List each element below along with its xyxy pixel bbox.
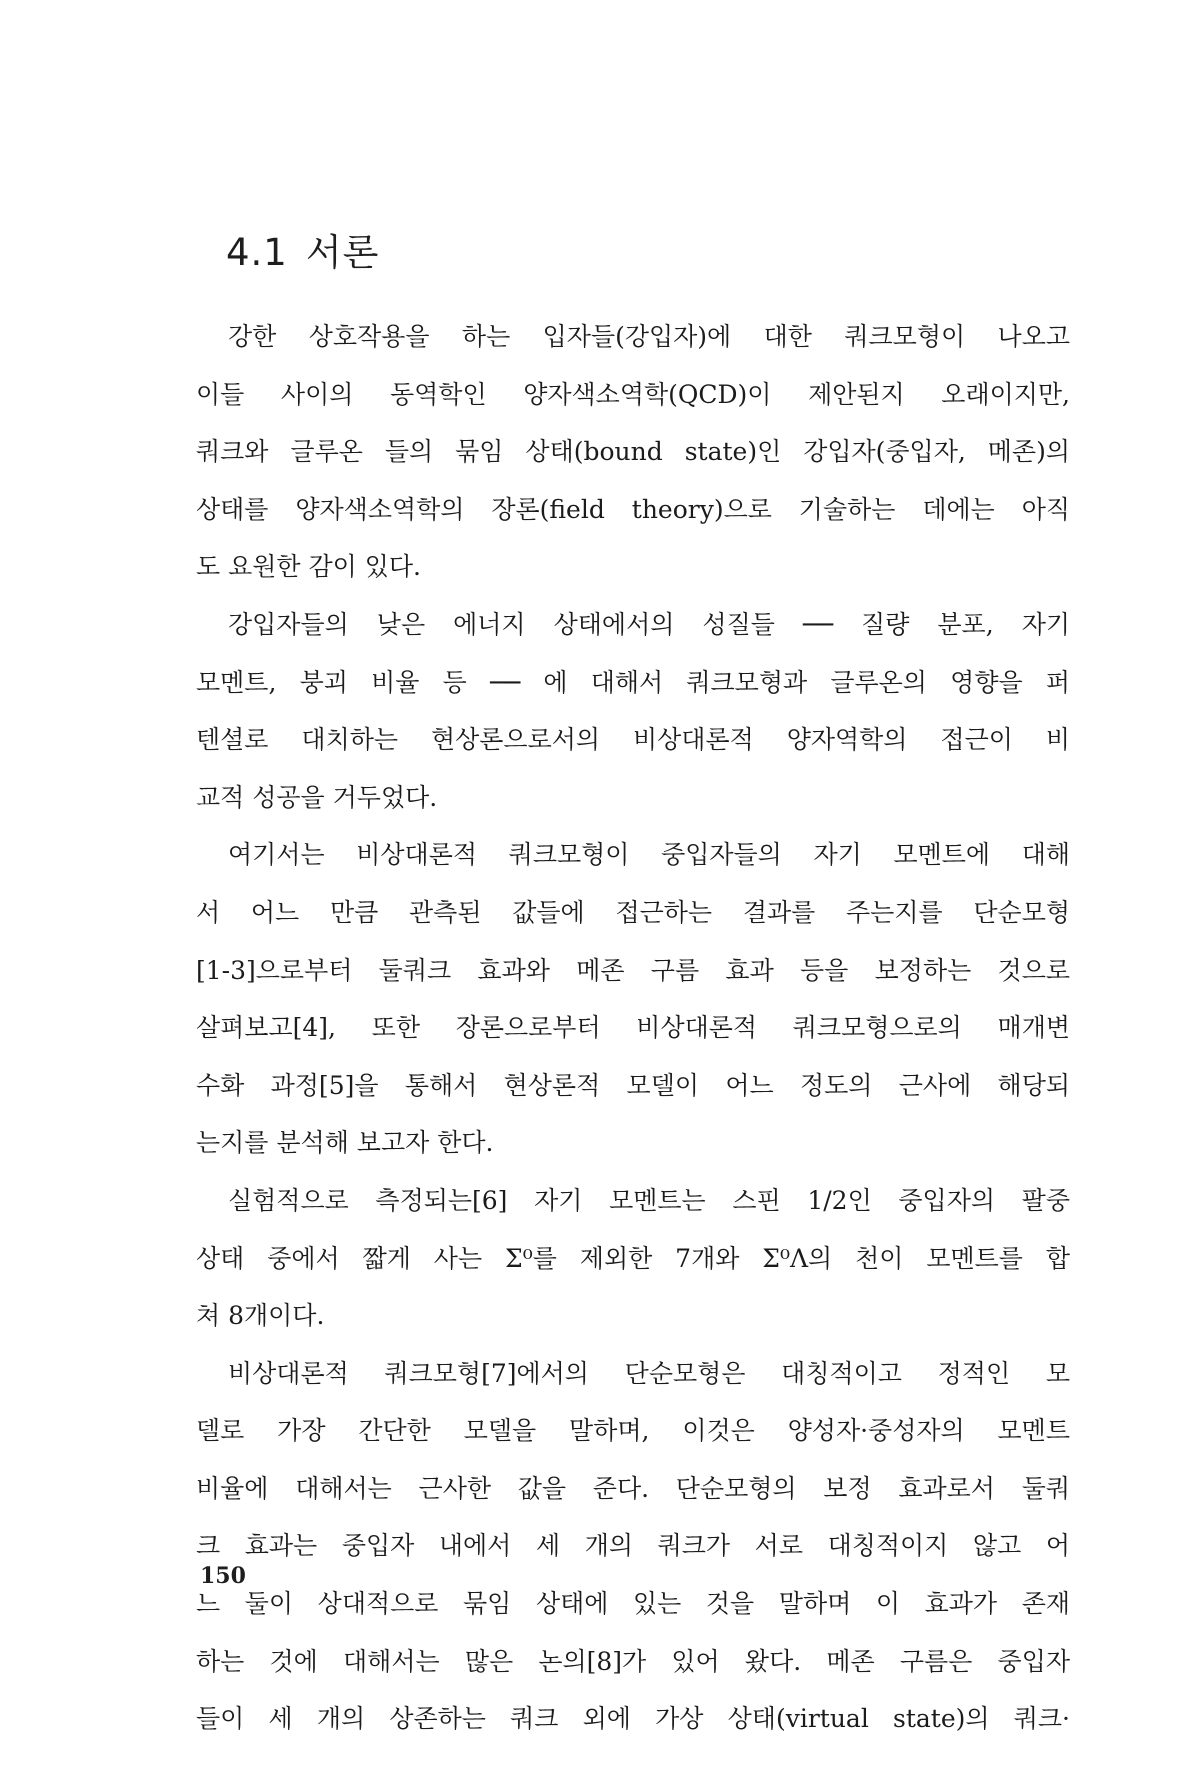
section-heading xyxy=(226,222,379,276)
body-text xyxy=(196,308,1070,1748)
text-line: 상태를 양자색소역학의 장론(field theory)으로 기술하는 데에는 아직 xyxy=(196,494,1070,524)
text-line: 텐셜로 대치하는 현상론으로서의 비상대론적 양자역학의 접근이 비 xyxy=(196,725,1070,755)
text-line: [1-3]으로부터 둘쿼크 효과와 메존 구름 효과 등을 보정하는 것으로 xyxy=(196,955,1070,985)
text-line: 실험적으로 측정되는[6] 자기 모멘트는 스핀 1/2인 중입자의 팔중 xyxy=(228,1185,1070,1215)
text-line: 도 요원한 감이 있다. xyxy=(196,552,421,582)
text-line: 강한 상호작용을 하는 입자들(강입자)에 대한 쿼크모형이 나오고 xyxy=(228,322,1070,351)
text-line: 살펴보고[4], 또한 장론으로부터 비상대론적 쿼크모형으로의 매개변 xyxy=(196,1013,1070,1043)
page-number: 150 xyxy=(200,1563,246,1589)
text-line: 강입자들의 낮은 에너지 상태에서의 성질들 ── 질량 분포, 자기 xyxy=(228,609,1070,639)
text-line: 느 둘이 상대적으로 묶임 상태에 있는 것을 말하며 이 효과가 존재 xyxy=(196,1589,1070,1619)
section-number: 4.1 xyxy=(226,231,288,274)
text-line: 는지를 분석해 보고자 한다. xyxy=(196,1128,494,1158)
text-line: 비상대론적 쿼크모형[7]에서의 단순모형은 대칭적이고 정적인 모 xyxy=(228,1358,1070,1388)
section-title: 서론 xyxy=(305,231,380,274)
text-line: 여기서는 비상대론적 쿼크모형이 중입자들의 자기 모멘트에 대해 xyxy=(228,840,1070,870)
text-line: 쳐 8개이다. xyxy=(196,1301,325,1331)
text-line: 델로 가장 간단한 모델을 말하며, 이것은 양성자·중성자의 모멘트 xyxy=(196,1416,1070,1446)
text-line: 상태 중에서 짧게 사는 Σ⁰를 제외한 7개와 Σ⁰Λ의 천이 모멘트를 합 xyxy=(196,1243,1070,1273)
text-line: 모멘트, 붕괴 비율 등 ── 에 대해서 쿼크모형과 글루온의 영향을 퍼 xyxy=(196,667,1070,697)
text-line: 서 어느 만큼 관측된 값들에 접근하는 결과를 주는지를 단순모형 xyxy=(196,897,1070,927)
text-line: 크 효과는 중입자 내에서 세 개의 쿼크가 서로 대칭적이지 않고 어 xyxy=(196,1531,1070,1561)
text-line: 들이 세 개의 상존하는 쿼크 외에 가상 상태(virtual state)의 쿼크· xyxy=(196,1704,1070,1734)
text-line: 하는 것에 대해서는 많은 논의[8]가 있어 왔다. 메존 구름은 중입자 xyxy=(196,1646,1070,1676)
text-line: 쿼크와 글루온 들의 묶임 상태(bound state)인 강입자(중입자, 메존)의 xyxy=(196,437,1070,467)
text-line: 수화 과정[5]을 통해서 현상론적 모델이 어느 정도의 근사에 해당되 xyxy=(196,1070,1070,1100)
text-line: 이들 사이의 동역학인 양자색소역학(QCD)이 제안된지 오래이지만, xyxy=(196,379,1070,409)
text-line: 비율에 대해서는 근사한 값을 준다. 단순모형의 보정 효과로서 둘쿼 xyxy=(196,1473,1070,1503)
text-line: 교적 성공을 거두었다. xyxy=(196,782,438,812)
